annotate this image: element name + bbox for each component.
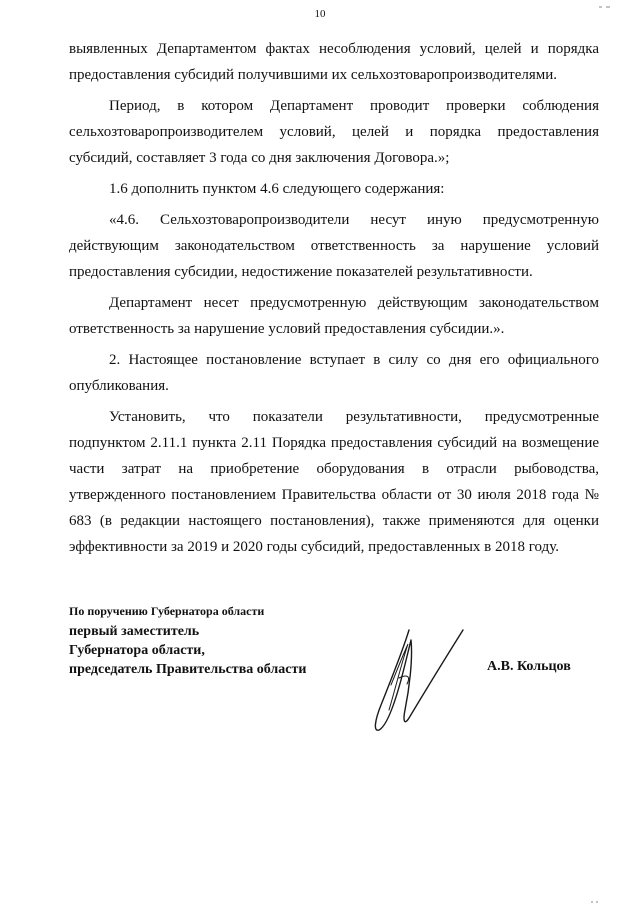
signatory-name: А.В. Кольцов — [487, 659, 571, 674]
signature-position-line-1: первый заместитель — [69, 624, 200, 639]
handwritten-signature — [351, 610, 491, 740]
paragraph-inspection-period: Период, в котором Департамент проводит проверки соблюдения сельхозтоваропроизводителем условий, целей и порядка предоставления субсидий, составляет 3 года со дня заключения Договора.»; — [69, 98, 599, 166]
paragraph-performance-indicators: Установить, что показатели результативности, предусмотренные подпунктом 2.11.1 пункта 2.11 Порядка предоставления субсидий на возмещение части затрат на приобретение оборудования в отрасли рыбоводства, утвержденного постановлением Правительства области от 30 июля 2018 года № 683 (в редакции настоящего постановления), также применяются для оценки эффективности за 2019 и 2020 годы субсидий, предоставленных в 2018 году. — [69, 409, 599, 555]
page-number: 10 — [314, 8, 326, 20]
signature-position-line-3: председатель Правительства области — [69, 662, 307, 677]
corner-mark-bottom-right — [590, 897, 604, 901]
paragraph-amendment-1-6: 1.6 дополнить пунктом 4.6 следующего содержания: — [109, 181, 445, 197]
signature-position-line-2: Губернатора области, — [69, 643, 205, 658]
document-body — [69, 36, 599, 565]
paragraph-clause-4-6: «4.6. Сельхозтоваропроизводители несут иную предусмотренную действующим законодательством ответственность за нарушение условий предоставления субсидии, недостижение показателей результативности. — [69, 212, 599, 280]
corner-mark-top-right — [598, 2, 612, 6]
paragraph-department-liability: Департамент несет предусмотренную действующим законодательством ответственность за нарушение условий предоставления субсидии.». — [69, 295, 599, 337]
signature-block — [69, 602, 609, 742]
paragraph-continuation: выявленных Департаментом фактах несоблюдения условий, целей и порядка предоставления субсидий получившими их сельхозтоваропроизводителями. — [69, 41, 599, 83]
signature-by-order: По поручению Губернатора области — [69, 604, 265, 618]
paragraph-entry-into-force: 2. Настоящее постановление вступает в силу со дня его официального опубликования. — [69, 352, 599, 394]
